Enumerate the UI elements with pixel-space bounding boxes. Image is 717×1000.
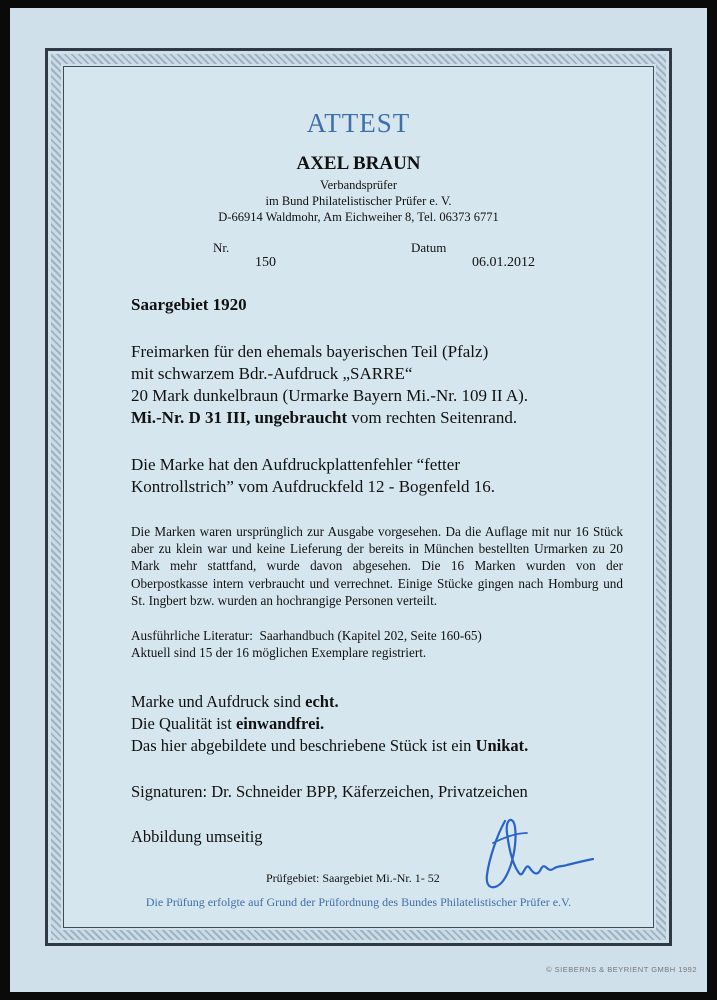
error-note-line-2: Kontrollstrich” vom Aufdruckfeld 12 - Bogenfeld 16. (131, 477, 496, 496)
registration-note: Aktuell sind 15 der 16 möglichen Exemplare registriert. (131, 645, 427, 660)
catalogue-number: Mi.-Nr. D 31 III, ungebraucht (131, 408, 348, 427)
printer-imprint: © SIEBERNS & BEYRIENT GMBH 1992 (546, 965, 697, 974)
description-line-1: Freimarken für den ehemals bayerischen Teil (Pfalz) (131, 342, 489, 361)
document-title: ATTEST (306, 108, 411, 138)
examination-scope: Prüfgebiet: Saargebiet Mi.-Nr. 1- 52 (266, 871, 440, 885)
examiner-name: AXEL BRAUN (296, 153, 421, 174)
verdict-genuine: echt. (305, 692, 339, 711)
verdict-line-2 (131, 713, 324, 735)
verdict-text-3: Das hier abgebildete und beschriebene Stück ist ein (131, 736, 476, 755)
catalogue-number-rest: vom rechten Seitenrand. (347, 408, 518, 427)
examiner-association: im Bund Philatelistischer Prüfer e. V. (265, 194, 452, 208)
verdict-text-1: Marke und Aufdruck sind (131, 692, 306, 711)
illustration-note: Abbildung umseitig (131, 827, 263, 846)
verdict-text-2: Die Qualität ist (131, 714, 236, 733)
verdict-unique: Unikat. (475, 736, 529, 755)
subject-heading: Saargebiet 1920 (131, 295, 247, 314)
description-line-3: 20 Mark dunkelbraun (Urmarke Bayern Mi.-Nr. 109 II A). (131, 386, 529, 405)
history-paragraph: Die Marken waren ursprünglich zur Ausgabe vorgesehen. Da die Auflage mit nur 16 Stück aber zu klein war und keine Lieferung der bereits in München bestellten Urmarken zu 20 Mark mehr stattfand, wurde davon abgesehen. Die 16 Marken wurden von der Oberpostkasse intern verbraucht und verrechnet. Einige Stücke gingen nach Homburg und St. Ingbert bzw. wurden an hochrangige Personen verteilt. (131, 524, 623, 608)
certificate-sheet (10, 8, 707, 992)
nr-value: 150 (255, 255, 276, 270)
examiner-signature (475, 803, 615, 903)
signatures-line: Signaturen: Dr. Schneider BPP, Käferzeichen, Privatzeichen (131, 782, 528, 801)
regulation-note: Die Prüfung erfolgte auf Grund der Prüfordnung des Bundes Philatelistischer Prüfer e.V. (145, 895, 572, 909)
datum-value: 06.01.2012 (472, 255, 535, 270)
error-note-line-1: Die Marke hat den Aufdruckplattenfehler “fetter (131, 455, 460, 474)
examiner-role: Verbandsprüfer (319, 178, 398, 192)
verdict-line-3 (131, 735, 528, 757)
description-line-2: mit schwarzem Bdr.-Aufdruck „SARRE“ (131, 364, 413, 383)
examiner-address: D-66914 Waldmohr, Am Eichweiher 8, Tel. 06373 6771 (218, 210, 499, 224)
verdict-line-1 (131, 691, 339, 713)
description-line-4 (131, 407, 517, 429)
nr-label: Nr. (213, 240, 230, 255)
datum-label: Datum (411, 240, 447, 255)
verdict-quality: einwandfrei. (235, 714, 325, 733)
literature-reference: Ausführliche Literatur: Saarhandbuch (Kapitel 202, Seite 160-65) (131, 628, 482, 643)
